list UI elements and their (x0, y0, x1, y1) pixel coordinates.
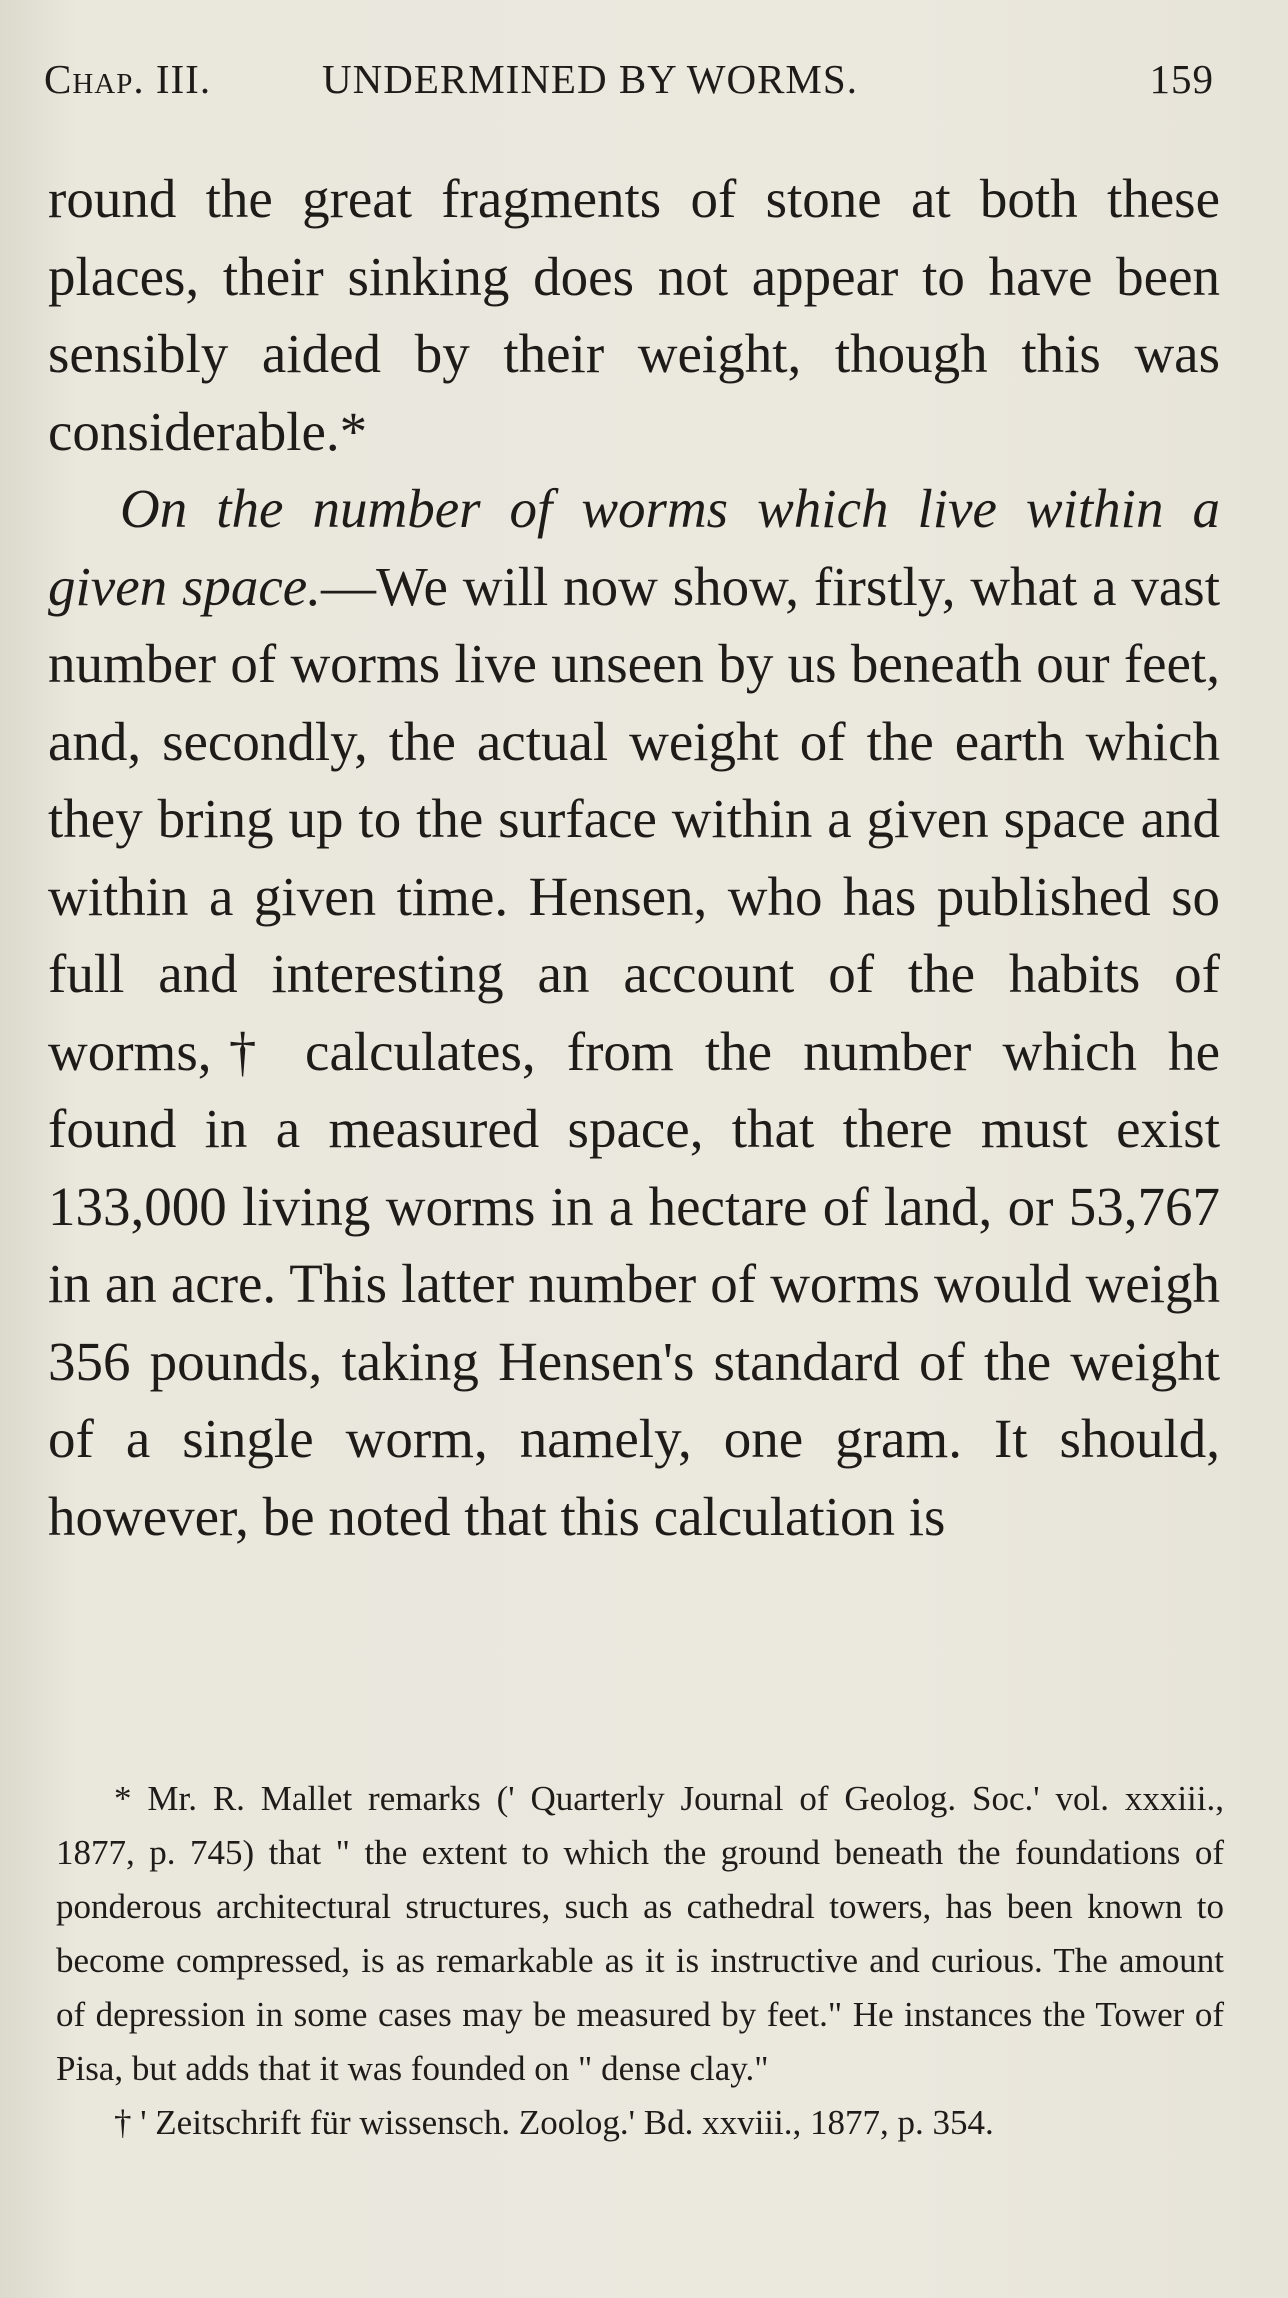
footnote: † ' Zeitschrift für wissensch. Zoolog.' Bd. xxviii., 1877, p. 354. (114, 2103, 994, 2142)
page-number: 159 (1149, 56, 1214, 102)
main-text (48, 160, 1220, 1555)
running-title: UNDERMINED BY WORMS. (322, 56, 858, 102)
footnotes (56, 1772, 1224, 2150)
running-header (44, 55, 1214, 115)
section-heading: On the number of worms which live within a given space. (48, 478, 1220, 617)
paragraph (48, 470, 1220, 1555)
paragraph: round the great fragments of stone at both these places, their sinking does not appear to have been sensibly aided by their weight, though this was considerable.* (48, 168, 1220, 462)
chapter-label: Chap. III. (44, 56, 212, 102)
footnote: * Mr. R. Mallet remarks (' Quarterly Journal of Geolog. Soc.' vol. xxxiii., 1877, p. 745) that " the extent to which the ground beneath the foundations of ponderous architectural structures, such as cathedral towers, has been known to become compressed, is as remarkable as it is instructive and curious. The amount of depression in some cases may be measured by feet." He instances the Tower of Pisa, but adds that it was founded on " dense clay." (56, 1779, 1224, 2088)
paragraph-text: —We will now show, firstly, what a vast number of worms live unseen by us beneath our feet, and, secondly, the actual weight of the earth which they bring up to the surface within a given space and within a given time. Hensen, who has published so full and interesting an account of the habits of worms,† calculates, from the number which he found in a measured space, that there must exist 133,000 living worms in a hectare of land, or 53,767 in an acre. This latter number of worms would weigh 356 pounds, taking Hensen's standard of the weight of a single worm, namely, one gram. It should, however, be noted that this calculation is (48, 555, 1220, 1547)
